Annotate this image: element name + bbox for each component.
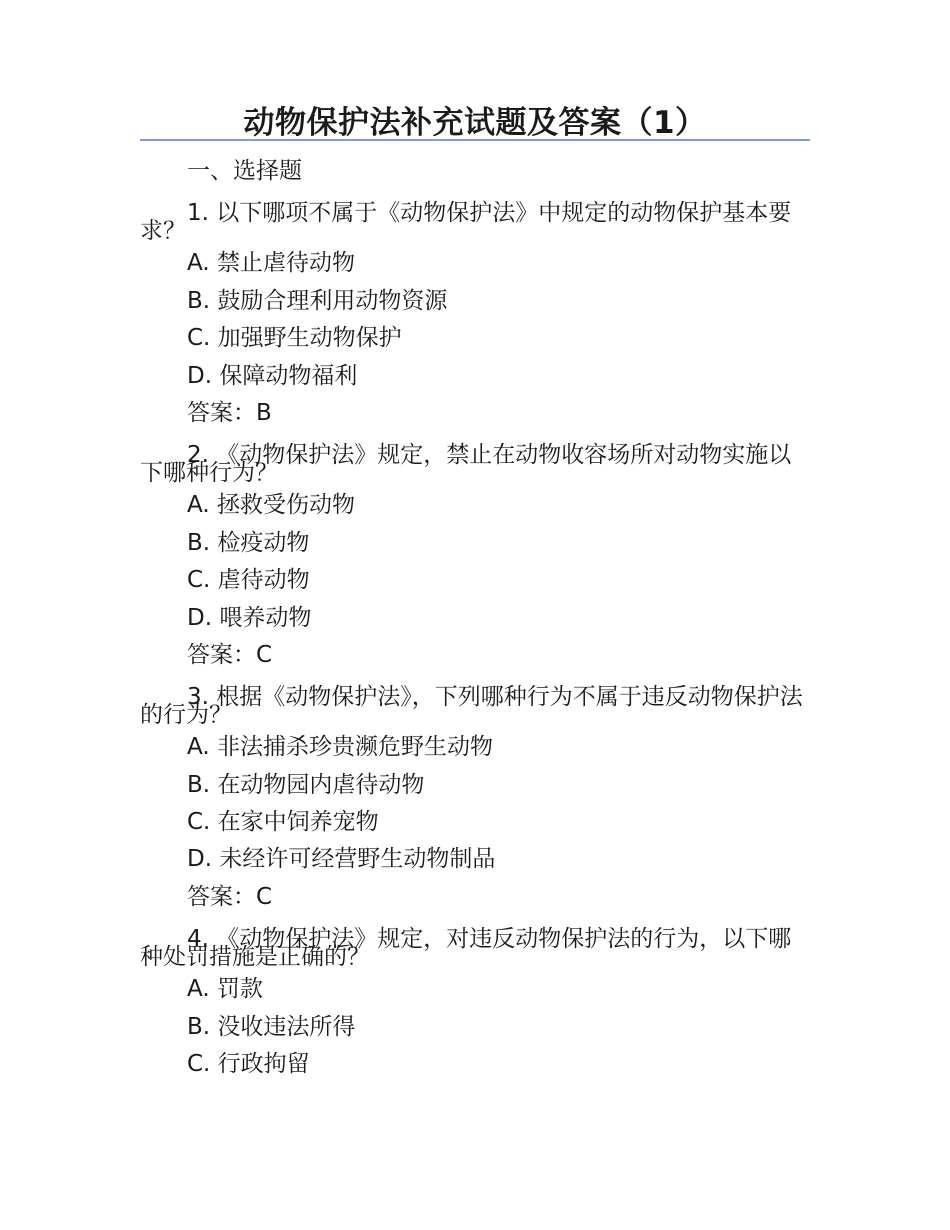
answer-line: 答案：C: [187, 641, 273, 668]
option-d: D. 喂养动物: [187, 604, 312, 631]
question-text: 2. 《动物保护法》规定，禁止在动物收容场所对动物实施以下哪种行为？: [140, 442, 792, 487]
document-body: [140, 153, 810, 1083]
question-text: 1. 以下哪项不属于《动物保护法》中规定的动物保护基本要求？: [140, 200, 792, 245]
option-d: D. 未经许可经营野生动物制品: [187, 846, 496, 873]
option-a: A. 拯救受伤动物: [187, 492, 355, 519]
document-title: 动物保护法补充试题及答案（1）: [243, 105, 707, 141]
option-c: C. 行政拘留: [187, 1051, 310, 1078]
option-a: A. 非法捕杀珍贵濒危野生动物: [187, 734, 493, 761]
answer-line: 答案：C: [187, 883, 273, 910]
option-b: B. 检疫动物: [187, 529, 310, 556]
option-c: C. 虐待动物: [187, 567, 310, 594]
option-d: D. 保障动物福利: [187, 362, 358, 389]
title-underline: [140, 139, 810, 141]
option-a: A. 禁止虐待动物: [187, 250, 355, 277]
option-a: A. 罚款: [187, 976, 263, 1003]
option-b: B. 没收违法所得: [187, 1013, 356, 1040]
option-c: C. 在家中饲养宠物: [187, 809, 379, 836]
section-heading: 一、选择题: [187, 158, 302, 184]
question-text: 3. 根据《动物保护法》，下列哪种行为不属于违反动物保护法的行为？: [140, 684, 803, 729]
option-b: B. 在动物园内虐待动物: [187, 771, 425, 798]
question-text: 4. 《动物保护法》规定，对违反动物保护法的行为，以下哪种处罚措施是正确的？: [140, 926, 792, 971]
option-b: B. 鼓励合理利用动物资源: [187, 287, 448, 314]
answer-line: 答案：B: [187, 399, 272, 426]
option-c: C. 加强野生动物保护: [187, 325, 402, 352]
